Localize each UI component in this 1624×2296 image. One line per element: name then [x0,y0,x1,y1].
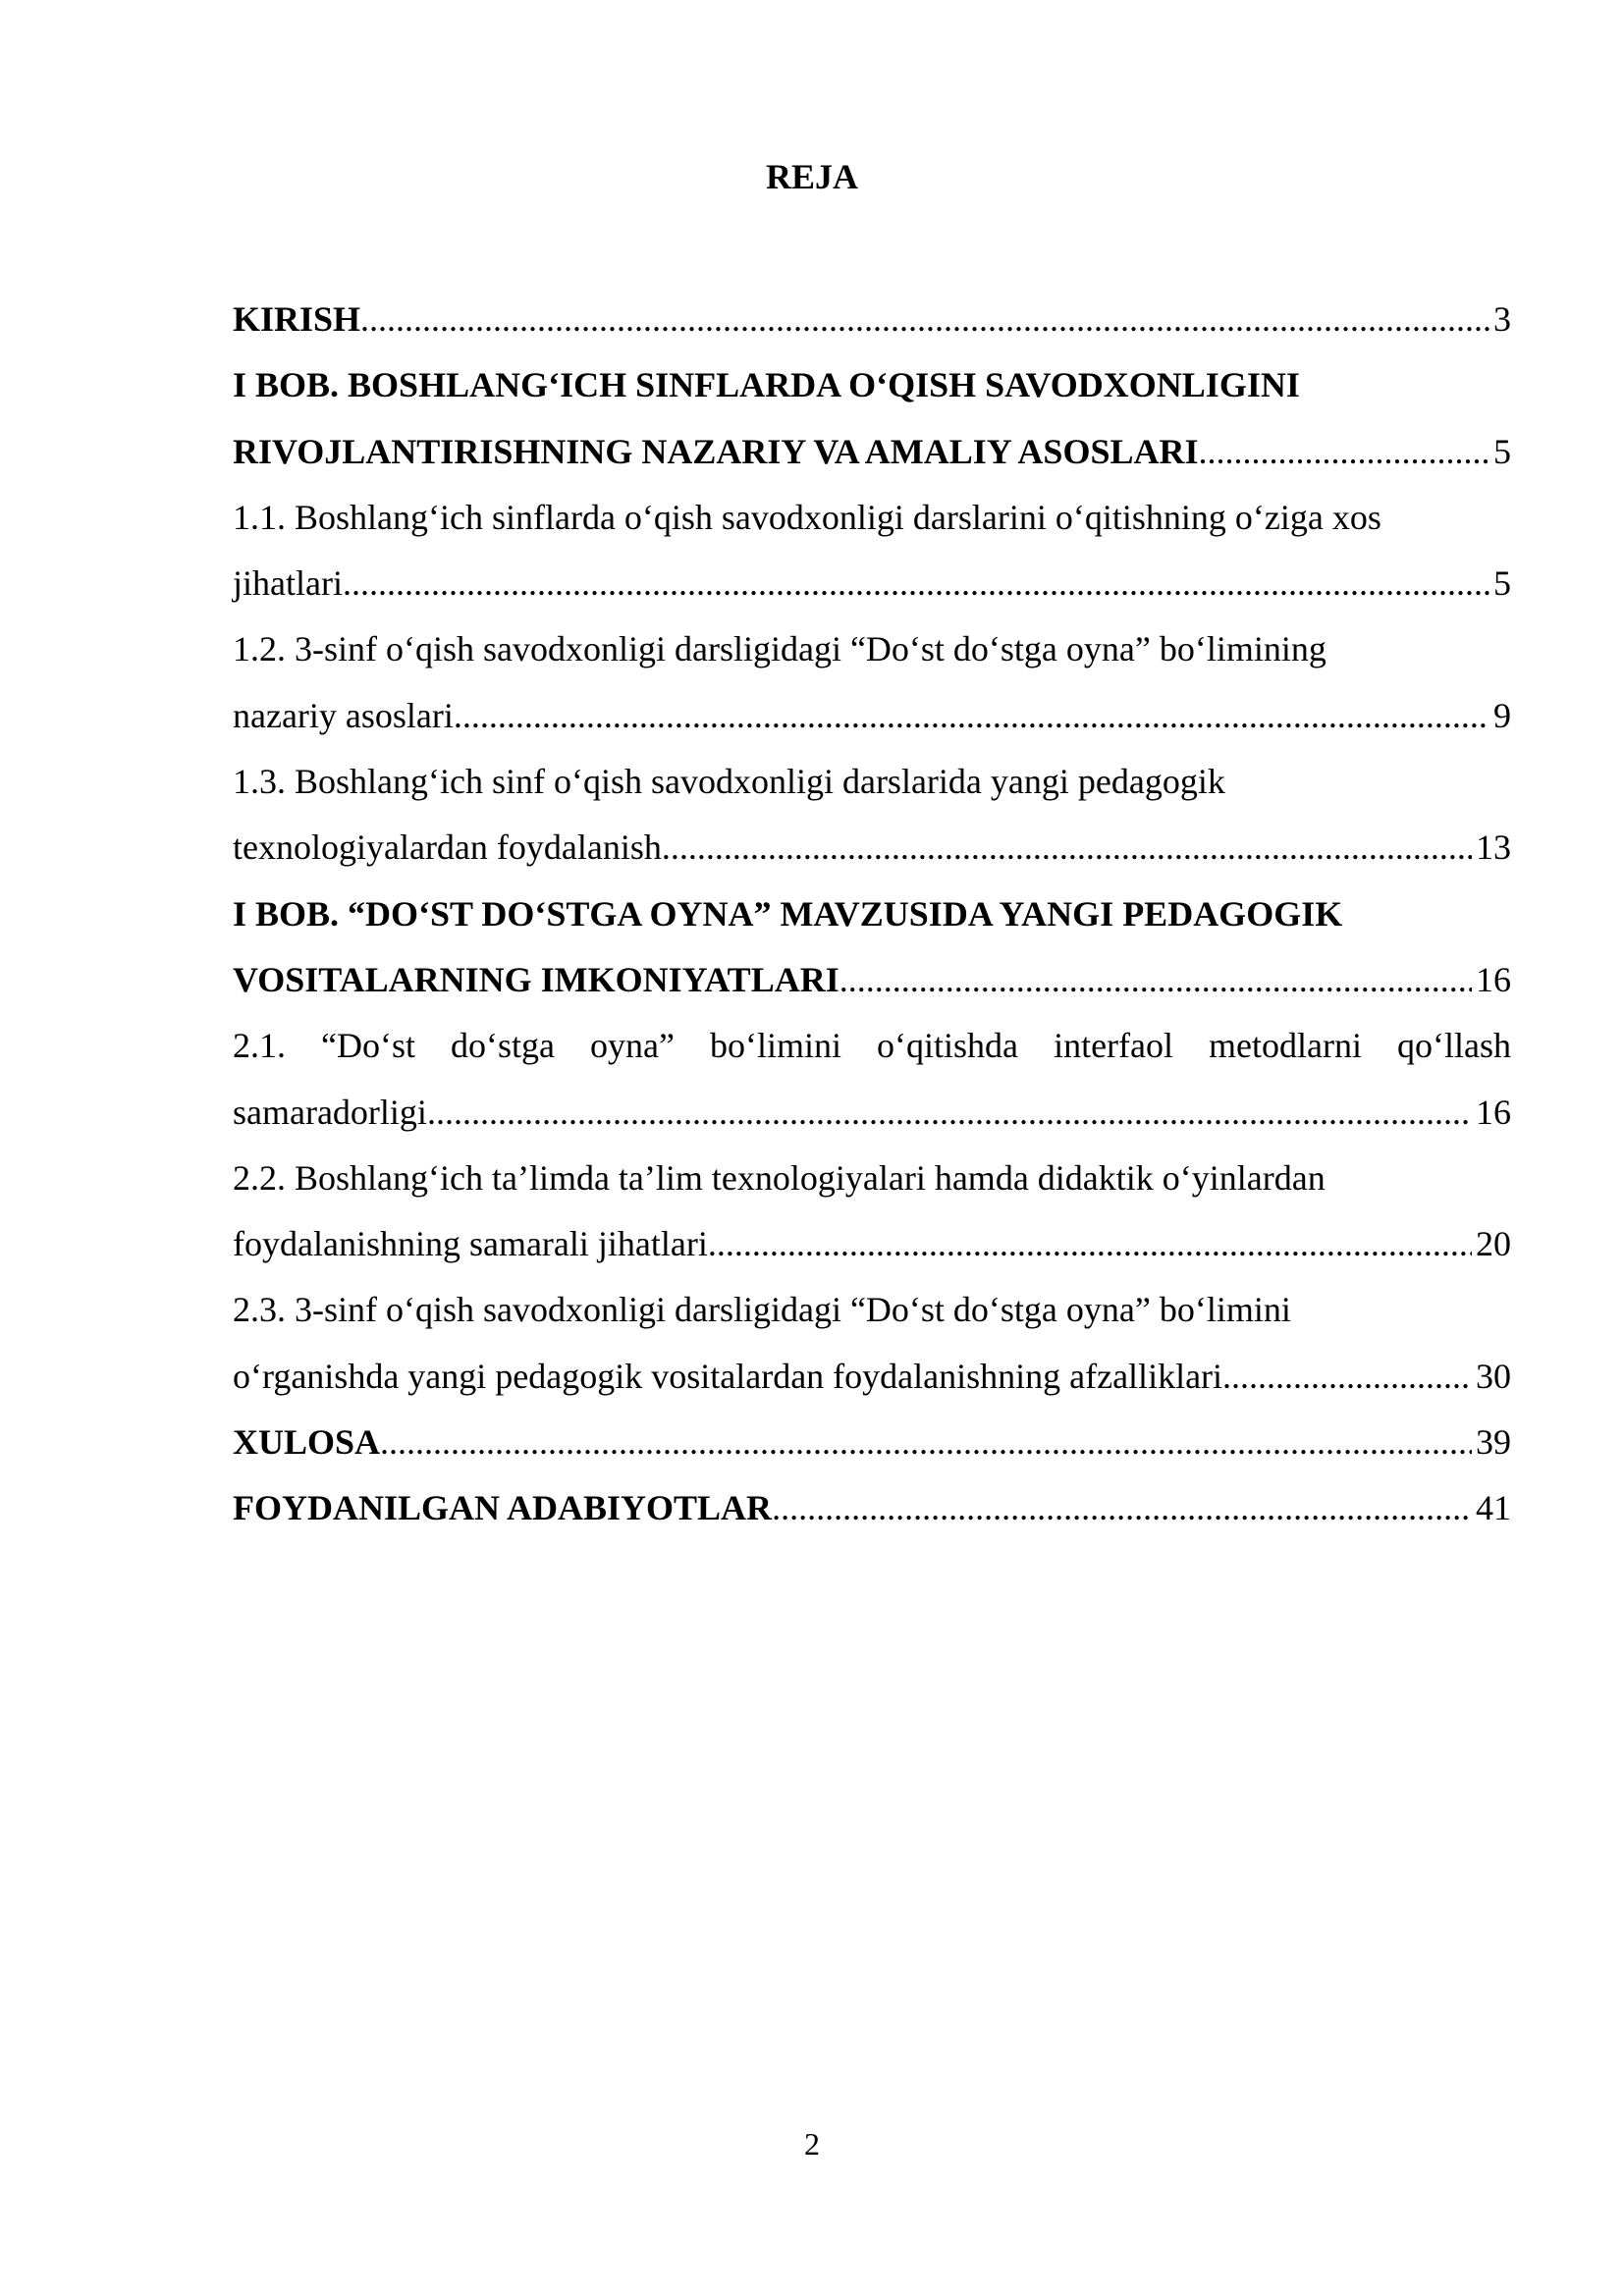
page-title: REJA [765,157,858,196]
toc-entry-text: 2.2. Boshlang‘ich ta’limda ta’lim texnologiyalari hamda didaktik o‘yinlardan [233,1157,1326,1198]
toc-entry-1-1-line-2[interactable] [233,551,1511,616]
toc-entry-1-3-line-1[interactable] [233,749,1511,815]
dot-leader [454,683,1489,749]
toc-entry-chapter-2-line-1[interactable] [233,881,1511,947]
dot-leader [343,551,1489,616]
toc-entry-text: jihatlari [233,563,343,604]
toc-entry-text: KIRISH [233,299,361,339]
toc-entry-text: 1.2. 3-sinf o‘qish savodxonligi darsligidagi “Do‘st do‘stga oyna” bo‘limining [233,629,1326,669]
toc-page-number: 5 [1493,563,1511,604]
toc-entry-1-1-line-1[interactable] [233,485,1511,551]
toc-entry-text: nazariy asoslari [233,695,454,735]
toc-entry-text: VOSITALARNING IMKONIYATLARI [233,959,839,999]
toc-entry-2-3-line-1[interactable] [233,1277,1511,1343]
dot-leader [427,1080,1472,1146]
toc-page-number: 13 [1476,828,1511,868]
toc-entry-text: FOYDANILGAN ADABIYOTLAR [233,1488,773,1528]
toc-entry-kirish[interactable] [233,287,1511,352]
toc-page-number: 30 [1476,1356,1511,1396]
toc-page-number: 5 [1493,431,1511,471]
toc-entry-2-1-line-1[interactable] [233,1013,1511,1079]
toc-entry-references[interactable] [233,1475,1511,1541]
toc-page-number: 16 [1476,959,1511,999]
toc-entry-chapter-2-line-2[interactable] [233,947,1511,1013]
toc-page-number: 3 [1493,299,1511,339]
toc-entry-xulosa[interactable] [233,1410,1511,1475]
toc-entry-2-2-line-1[interactable] [233,1146,1511,1211]
dot-leader [1199,419,1490,485]
toc-entry-1-3-line-2[interactable] [233,815,1511,881]
toc-entry-text: 2.1. “Do‘st do‘stga oyna” bo‘limini o‘qitishda interfaol metodlarni qo‘llash [233,1026,1511,1066]
toc-entry-text: I BOB. “DO‘ST DO‘STGA OYNA” MAVZUSIDA YANGI PEDAGOGIK [233,893,1343,934]
toc-page-number: 16 [1476,1092,1511,1132]
toc-page-number: 41 [1476,1488,1511,1528]
toc-entry-1-2-line-1[interactable] [233,616,1511,682]
dot-leader [380,1410,1472,1475]
dot-leader [839,947,1472,1013]
toc-entry-text: RIVOJLANTIRISHNING NAZARIY VA AMALIY ASOSLARI [233,431,1199,471]
toc-entry-text: texnologiyalardan foydalanish [233,828,662,868]
toc-page-number: 20 [1476,1224,1511,1264]
toc-entry-1-2-line-2[interactable] [233,683,1511,749]
toc-entry-chapter-1-line-1[interactable] [233,352,1511,418]
toc-entry-text: 1.1. Boshlang‘ich sinflarda o‘qish savodxonligi darslarini o‘qitishning o‘ziga xos [233,497,1381,537]
dot-leader [1222,1344,1472,1410]
toc-entry-2-1-line-2[interactable] [233,1080,1511,1146]
dot-leader [662,815,1472,881]
toc-entry-2-2-line-2[interactable] [233,1211,1511,1277]
toc-page-number: 9 [1493,695,1511,735]
toc-entry-text: foydalanishning samarali jihatlari [233,1224,708,1264]
toc-page-number: 39 [1476,1422,1511,1463]
table-of-contents [233,287,1511,1542]
dot-leader [708,1211,1472,1277]
dot-leader [772,1475,1472,1541]
page-number: 2 [804,2126,820,2162]
toc-entry-text: I BOB. BOSHLANG‘ICH SINFLARDA O‘QISH SAVODXONLIGINI [233,365,1300,405]
toc-entry-text: 1.3. Boshlang‘ich sinf o‘qish savodxonligi darslarida yangi pedagogik [233,762,1225,802]
dot-leader [360,287,1489,352]
toc-entry-2-3-line-2[interactable] [233,1344,1511,1410]
toc-entry-text: o‘rganishda yangi pedagogik vositalardan foydalanishning afzalliklari [233,1356,1223,1396]
toc-entry-text: XULOSA [233,1422,381,1463]
toc-entry-text: 2.3. 3-sinf o‘qish savodxonligi darsligidagi “Do‘st do‘stga oyna” bo‘limini [233,1290,1291,1330]
toc-entry-text: samaradorligi [233,1092,427,1132]
toc-entry-chapter-1-line-2[interactable] [233,419,1511,485]
